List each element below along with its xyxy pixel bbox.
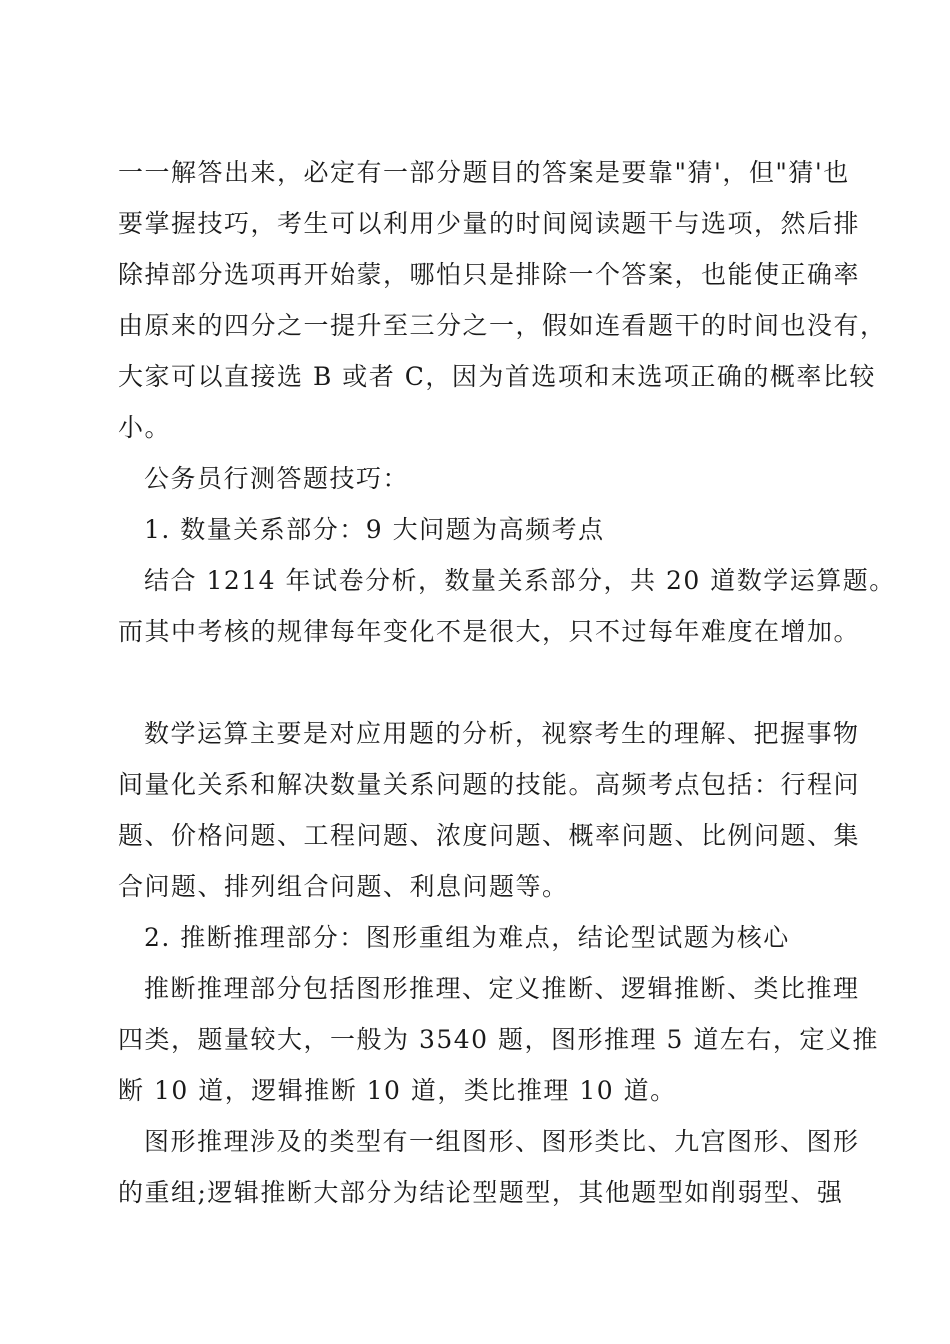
paragraph-line: 题、价格问题、工程问题、浓度问题、概率问题、比例问题、集 (118, 821, 861, 850)
blank-line (118, 657, 840, 708)
document-body (118, 147, 896, 1218)
paragraph-line: 结合 1214 年试卷分析，数量关系部分，共 20 道数学运算题。 (144, 566, 896, 595)
paragraph-line: 推断推理部分包括图形推理、定义推断、逻辑推断、类比推理 (144, 974, 860, 1003)
paragraph-line: 合问题、排列组合问题、利息问题等。 (118, 872, 569, 901)
section-heading: 公务员行测答题技巧： (144, 464, 410, 493)
paragraph-line: 间量化关系和解决数量关系问题的技能。高频考点包括：行程问 (118, 770, 861, 799)
section-heading: 2. 推断推理部分：图形重组为难点，结论型试题为核心 (144, 923, 790, 952)
paragraph-line: 的重组;逻辑推断大部分为结论型题型，其他题型如削弱型、强 (118, 1178, 844, 1207)
paragraph-line: 要掌握技巧，考生可以利用少量的时间阅读题干与选项，然后排 (118, 209, 861, 238)
paragraph-line: 由原来的四分之一提升至三分之一，假如连看题干的时间也没有， (118, 311, 887, 340)
paragraph-line: 断 10 道，逻辑推断 10 道，类比推理 10 道。 (118, 1076, 677, 1105)
paragraph-line: 四类，题量较大，一般为 3540 题，图形推理 5 道左右，定义推 (118, 1025, 879, 1054)
paragraph-line: 除掉部分选项再开始蒙，哪怕只是排除一个答案，也能使正确率 (118, 260, 861, 289)
paragraph-line: 大家可以直接选 B 或者 C，因为首选项和末选项正确的概率比较 (118, 362, 876, 391)
paragraph-line: 数学运算主要是对应用题的分析，视察考生的理解、把握事物 (144, 719, 860, 748)
section-heading: 1. 数量关系部分：9 大问题为高频考点 (144, 515, 605, 544)
paragraph-line: 小。 (118, 413, 172, 442)
paragraph-line: 一一解答出来，必定有一部分题目的答案是要靠"猜'，但"猜'也 (118, 158, 850, 187)
paragraph-line: 图形推理涉及的类型有一组图形、图形类比、九宫图形、图形 (144, 1127, 860, 1156)
paragraph-line: 而其中考核的规律每年变化不是很大，只不过每年难度在增加。 (118, 617, 861, 646)
